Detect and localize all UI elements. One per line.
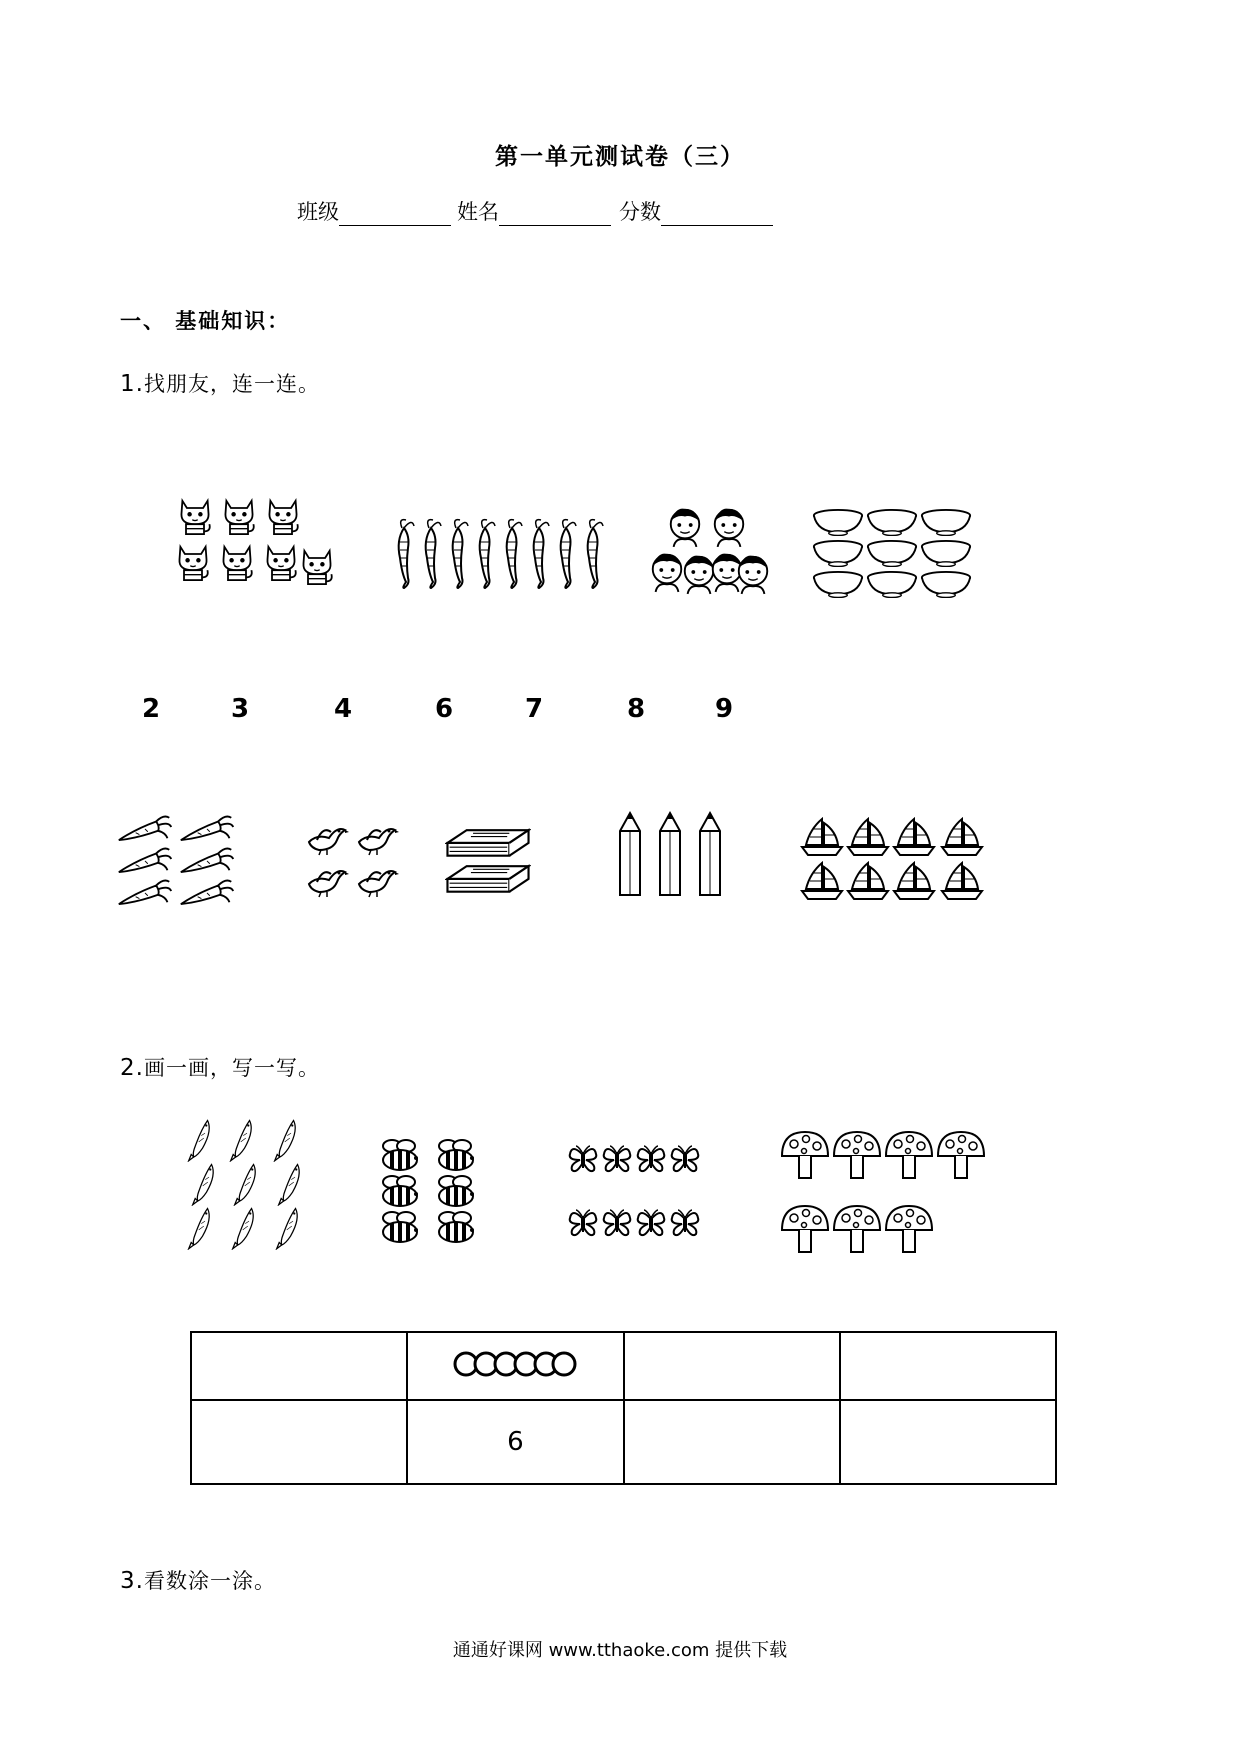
digit-4[interactable]: 4: [334, 694, 353, 724]
table-cell-r1-c1[interactable]: [191, 1332, 407, 1400]
table-cell-r1-c2: [407, 1332, 623, 1400]
bee-group: [378, 1138, 482, 1248]
bowl-group[interactable]: [812, 508, 974, 600]
question-3-text: 看数涂一涂。: [143, 1569, 276, 1593]
table-cell-r2-c1[interactable]: [191, 1400, 407, 1484]
question-1-text: 找朋友，连一连。: [143, 372, 320, 396]
question-2-text: 画一画，写一写。: [143, 1056, 320, 1080]
page-title: 第一单元测试卷（三）: [495, 143, 745, 170]
fish-group: [180, 1118, 318, 1252]
table-cell-r1-c4[interactable]: [840, 1332, 1056, 1400]
table-cell-r2-c4[interactable]: [840, 1400, 1056, 1484]
score-field: [619, 196, 773, 226]
name-label: 姓名: [457, 200, 499, 224]
digit-9[interactable]: 9: [715, 694, 734, 724]
class-field: [297, 196, 451, 226]
question-3: [120, 1565, 276, 1595]
digit-6[interactable]: 6: [435, 694, 454, 724]
circles-icon: [452, 1349, 578, 1379]
class-blank[interactable]: [339, 203, 451, 226]
digit-8[interactable]: 8: [627, 694, 646, 724]
shrimp-group[interactable]: [392, 512, 612, 596]
table-cell-r2-c2: 6: [407, 1400, 623, 1484]
cat-group[interactable]: [175, 495, 335, 595]
question-2-number: 2.: [120, 1055, 144, 1081]
kids-group[interactable]: [648, 505, 772, 597]
section-heading: 一、 基础知识：: [120, 308, 291, 333]
mushroom-group: [780, 1128, 990, 1260]
carrot-group[interactable]: [117, 812, 241, 908]
question-1-number: 1.: [120, 371, 144, 397]
answer-table: [190, 1331, 1057, 1485]
question-2: [120, 1052, 320, 1082]
footer: 通通好课网 www.tthaoke.com 提供下载: [452, 1640, 788, 1661]
score-blank[interactable]: [661, 203, 773, 226]
question-1: [120, 368, 320, 398]
digit-7[interactable]: 7: [525, 694, 544, 724]
table-cell-r2-c3[interactable]: [624, 1400, 840, 1484]
book-group[interactable]: [443, 826, 535, 898]
name-field: [457, 196, 611, 226]
sailboat-group[interactable]: [800, 815, 988, 903]
pencil-group[interactable]: [616, 808, 726, 900]
digit-2[interactable]: 2: [142, 694, 161, 724]
class-label: 班级: [297, 200, 339, 224]
name-blank[interactable]: [499, 203, 611, 226]
butterfly-group: [568, 1144, 716, 1244]
table-cell-r1-c3[interactable]: [624, 1332, 840, 1400]
score-label: 分数: [619, 200, 661, 224]
question-3-number: 3.: [120, 1568, 144, 1594]
bird-group[interactable]: [305, 818, 405, 902]
digit-3[interactable]: 3: [231, 694, 250, 724]
